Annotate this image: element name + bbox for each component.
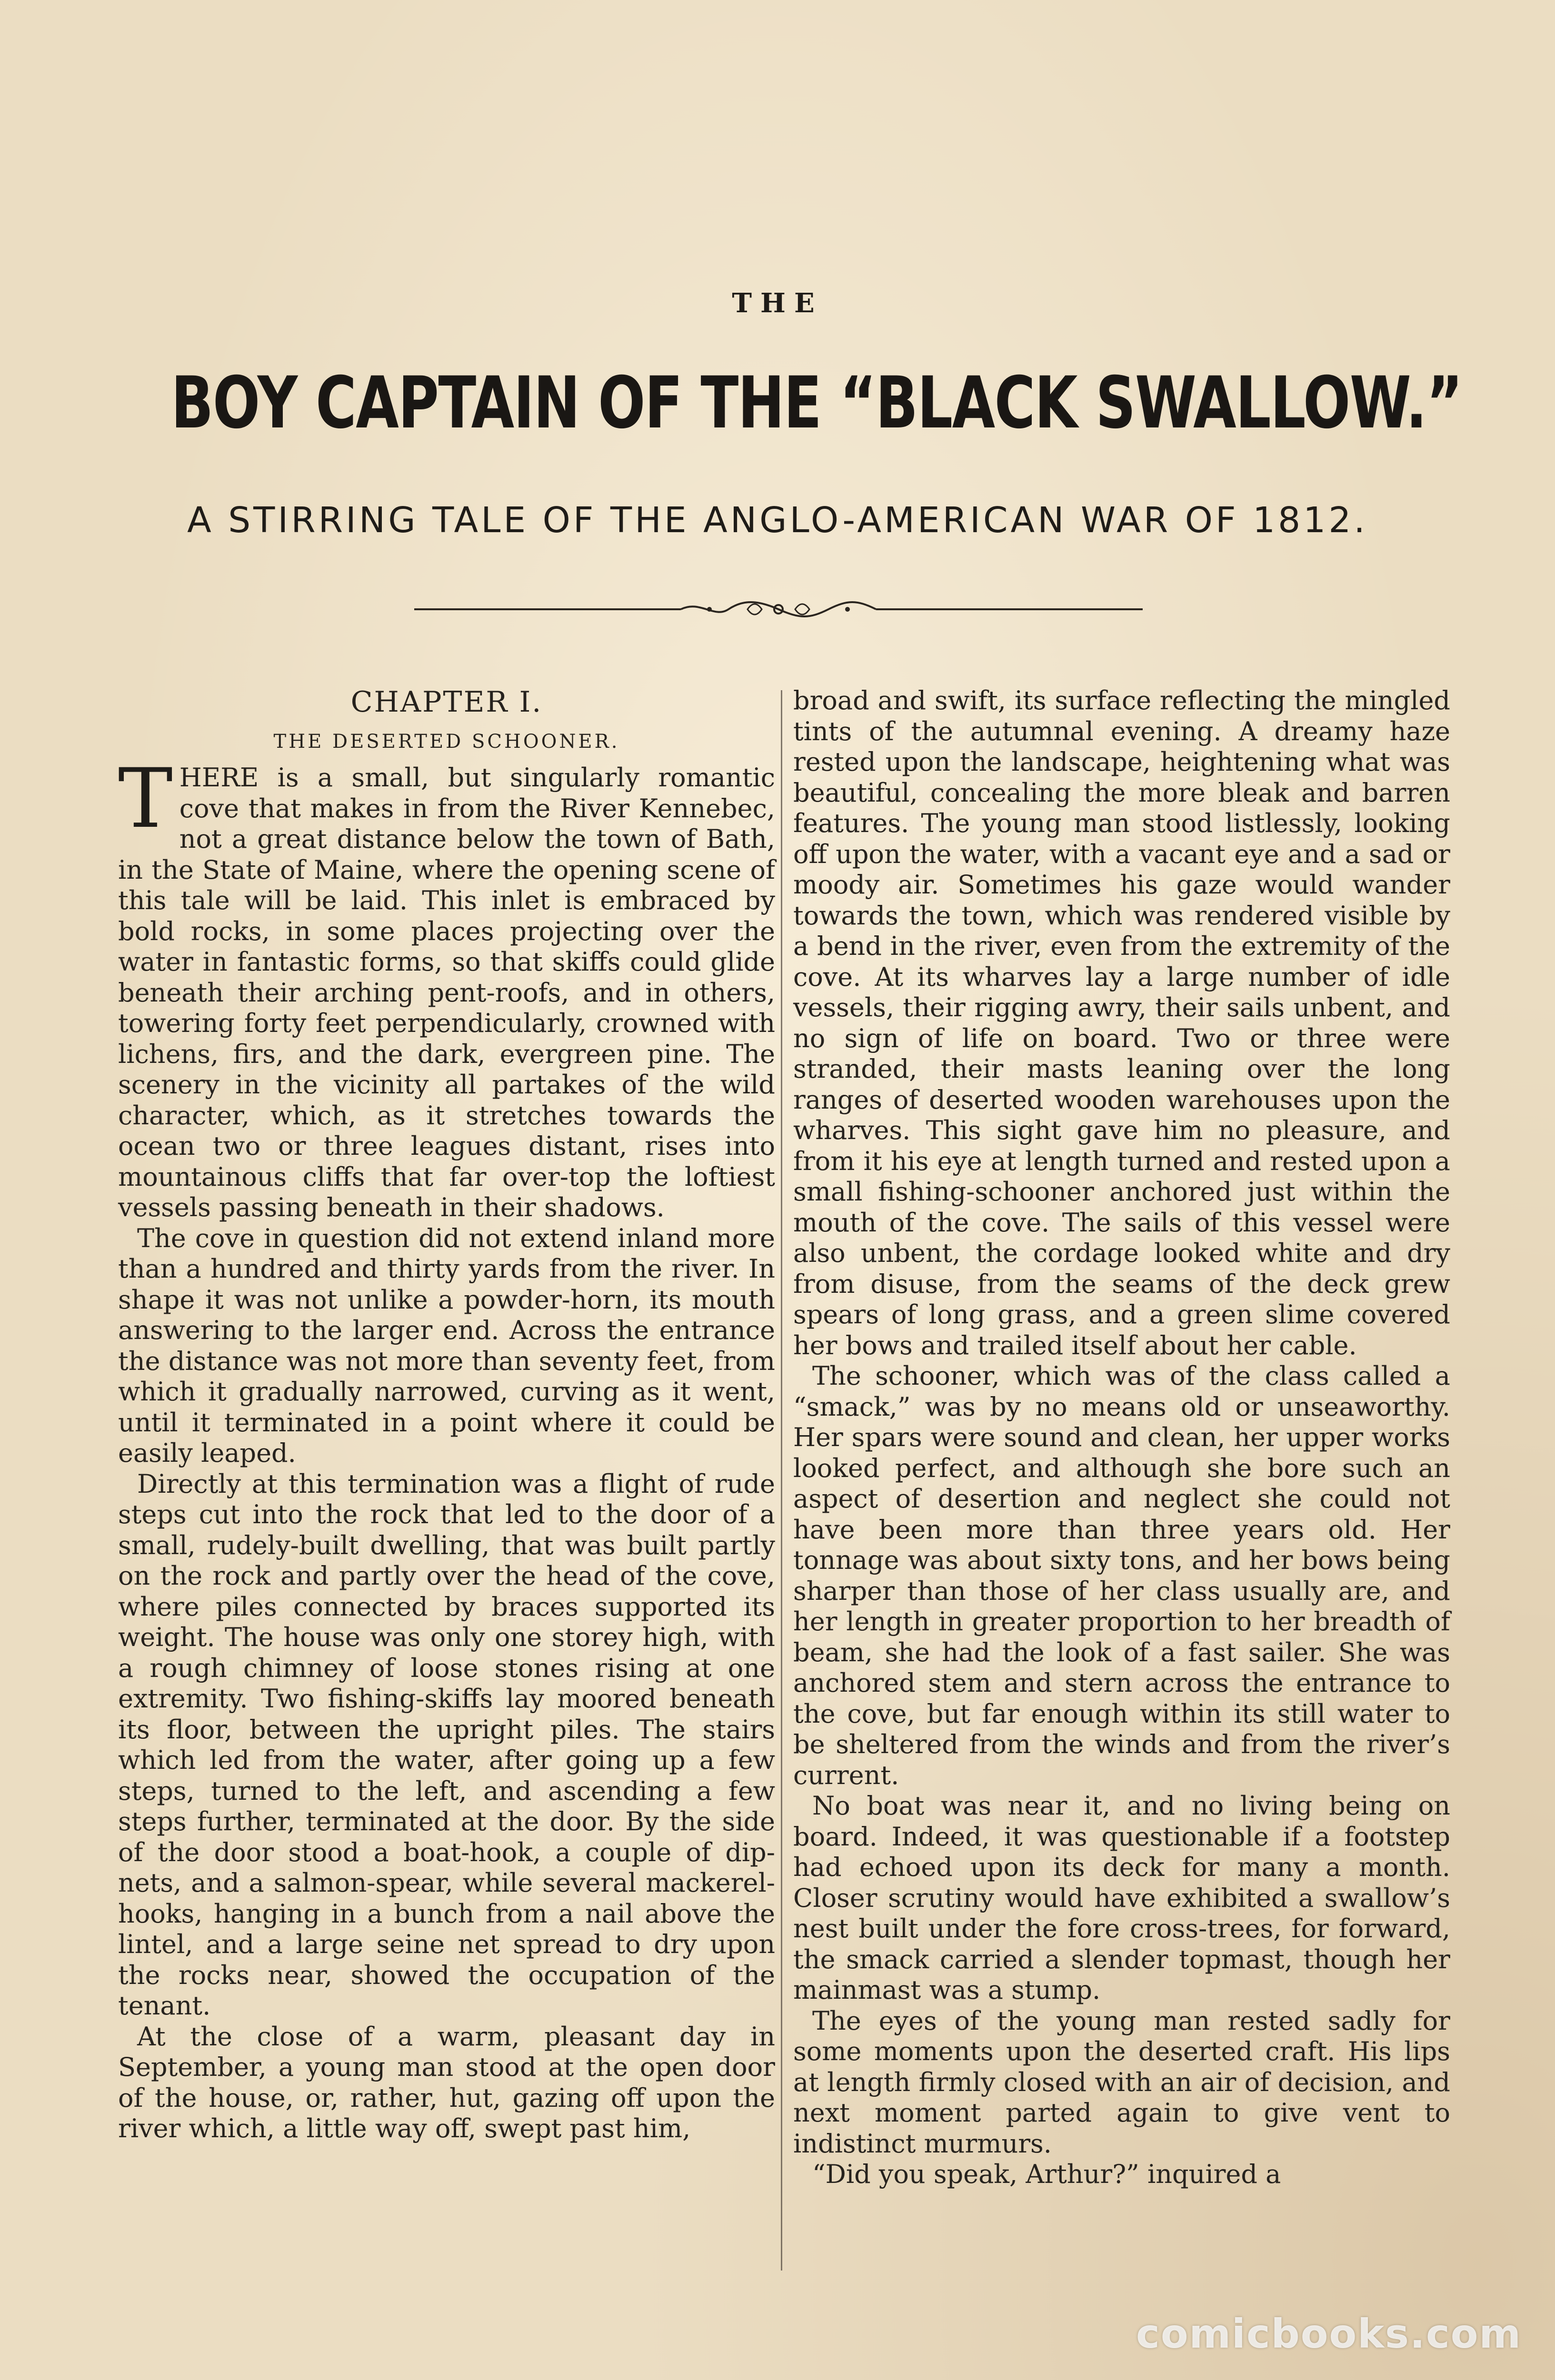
left-column xyxy=(118,685,775,2144)
watermark: comicbooks.com xyxy=(1136,2311,1522,2357)
chapter-heading: CHAPTER I. xyxy=(350,685,543,719)
paragraph: broad and swift, its surface reflecting the mingled tints of the autumnal evening. A dreamy haze rested upon the landscape, heightening what was beautiful, concealing the more bleak and barren features. The young man stood listlessly, looking off upon the water, with a vacant eye and a sad or moody air. Sometimes his gaze would wander towards the town, which was rendered visible by a bend in the river, even from the extremity of the cove. At its wharves lay a large number of idle vessels, their rigging awry, their sails unbent, and no sign of life on board. Two or three were stranded, their masts leaning over the long ranges of deserted wooden warehouses upon the wharves. This sight gave him no pleasure, and from it his eye at length turned and rested upon a small fishing-schooner anchored just within the mouth of the cove. The sails of this vessel were also unbent, the cordage looked white and dry from disuse, from the seams of the deck grew spears of long grass, and a green slime covered her bows and trailed itself about her cable. xyxy=(793,685,1450,1360)
chapter-subtitle: THE DESERTED SCHOONER. xyxy=(273,731,620,753)
paragraph: No boat was near it, and no living being on board. Indeed, it was questionable if a footstep had echoed upon its deck for many a month. Closer scrutiny would have exhibited a swallow’s nest built under the fore cross-trees, for forward, the smack carried a slender topmast, though her mainmast was a stump. xyxy=(793,1791,1450,2005)
paragraph: At the close of a warm, pleasant day in September, a young man stood at the open door of the house, or, rather, hut, gazing off upon the river which, a little way off, swept past him, xyxy=(118,2021,775,2143)
ornament-divider-icon xyxy=(414,595,1143,624)
paragraph: The cove in question did not extend inland more than a hundred and thirty yards from the river. In shape it was not unlike a powder-horn, its mouth answering to the larger end. Across the entrance the distance was not more than seventy feet, from which it gradually narrowed, curving as it went, until it terminated in a point where it could be easily leaped. xyxy=(118,1223,775,1468)
page-title: BOY CAPTAIN OF THE “BLACK SWALLOW.” xyxy=(171,362,1463,445)
paragraph-text: HERE is a small, but singularly romantic cove that makes in from the River Kennebec, not a great distance below the town of Bath, in the State of Maine, where the opening scene of this tale will be laid. This inlet is embraced by bold rocks, in some places projecting over the water in fantastic forms, so that skiffs could glide beneath their arching pent-roofs, and in others, towering forty feet perpendicularly, crowned with lichens, firs, and the dark, evergreen pine. The scenery in the vicinity all partakes of the wild character, which, as it stretches towards the ocean two or three leagues distant, rises into mountainous cliffs that far over-top the loftiest vessels passing beneath in their shadows. xyxy=(118,763,775,1222)
title-kicker: THE xyxy=(732,288,823,319)
paragraph: Directly at this termination was a flight of rude steps cut into the rock that led to the door of a small, rudely-built dwelling, that was built partly on the rock and partly over the head of the cove, where piles connected by braces supported its weight. The house was only one storey high, with a rough chimney of loose stones rising at one extremity. Two fishing-skiffs lay moored beneath its floor, between the upright piles. The stairs which led from the water, after going up a few steps, turned to the left, and ascending a few steps further, terminated at the door. By the side of the door stood a boat-hook, a couple of dip-nets, and a salmon-spear, while several mackerel-hooks, hanging in a bunch from a nail above the lintel, and a large seine net spread to dry upon the rocks near, showed the occupation of the tenant. xyxy=(118,1468,775,2021)
drop-cap: T xyxy=(118,751,173,846)
column-divider xyxy=(781,690,782,2271)
paragraph: The schooner, which was of the class called a “smack,” was by no means old or unseaworthy. Her spars were sound and clean, her upper works looked perfect, and although she bore such an aspect of desertion and neglect she could not have been more than three years old. Her tonnage was about sixty tons, and her bows being sharper than those of her class usually are, and her length in greater proportion to her breadth of beam, she had the look of a fast sailer. She was anchored stem and stern across the entrance to the cove, but far enough within its still water to be sheltered from the winds and from the river’s current. xyxy=(793,1361,1450,1790)
paragraph: “Did you speak, Arthur?” inquired a xyxy=(812,2159,1281,2189)
right-column xyxy=(793,685,1450,2190)
page-subtitle: A STIRRING TALE OF THE ANGLO-AMERICAN WAR OF 1812. xyxy=(187,500,1368,541)
paragraph xyxy=(118,751,775,1223)
paragraph: The eyes of the young man rested sadly for some moments upon the deserted craft. His lips at length firmly closed with an air of decision, and next moment parted again to give vent to indistinct murmurs. xyxy=(793,2005,1450,2159)
